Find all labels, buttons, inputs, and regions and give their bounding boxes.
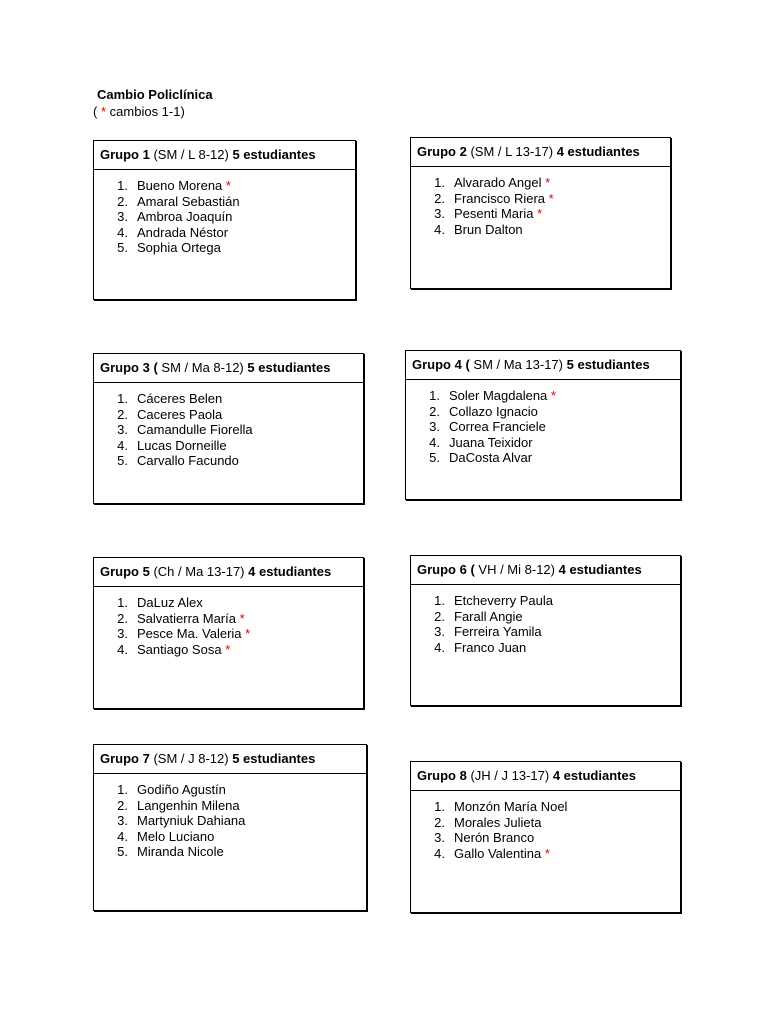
- list-number: 3.: [117, 813, 128, 828]
- student-name: Brun Dalton: [454, 221, 523, 237]
- list-number: 2.: [117, 193, 128, 209]
- student-list: [94, 170, 355, 256]
- list-item: [94, 611, 363, 627]
- list-item: [406, 388, 680, 404]
- list-number: 2.: [117, 406, 128, 422]
- list-item: [411, 815, 680, 831]
- student-name: Amaral Sebastián: [137, 193, 240, 209]
- student-list: [94, 383, 363, 469]
- student-list: [411, 585, 680, 655]
- student-name: Franco Juan: [454, 639, 527, 655]
- list-item: [94, 844, 366, 860]
- student-name: Nerón Branco: [454, 830, 535, 845]
- student-name: Etcheverry Paula: [454, 593, 553, 608]
- group-student-count: 5 estudiantes: [247, 360, 331, 375]
- group-header: [411, 762, 680, 791]
- group-box-8: [410, 761, 681, 913]
- list-number: 1.: [117, 782, 128, 797]
- group-student-count: 5 estudiantes: [232, 751, 316, 766]
- student-name: DaLuz Alex: [137, 595, 203, 610]
- student-name: Collazo Ignacio: [449, 403, 538, 419]
- student-name: Andrada Néstor: [137, 224, 229, 240]
- list-number: 1.: [429, 388, 440, 403]
- group-label: Grupo 2: [417, 144, 467, 159]
- list-item: [94, 422, 363, 438]
- group-header: [94, 558, 363, 587]
- list-item: [411, 830, 680, 846]
- list-number: 2.: [117, 610, 128, 626]
- change-marker: *: [545, 175, 551, 190]
- list-number: 1.: [434, 175, 445, 190]
- document-title: Cambio Policlínica: [97, 87, 213, 102]
- group-label: Grupo 6 (: [417, 562, 475, 577]
- group-student-count: 4 estudiantes: [552, 768, 636, 783]
- list-item: [94, 194, 355, 210]
- group-schedule: (SM / J 8-12): [153, 751, 229, 766]
- student-name: Monzón María Noel: [454, 799, 568, 814]
- group-student-count: 5 estudiantes: [566, 357, 650, 372]
- group-student-count: 4 estudiantes: [558, 562, 642, 577]
- group-schedule: (JH / J 13-17): [470, 768, 550, 783]
- list-item: [94, 798, 366, 814]
- list-item: [411, 609, 680, 625]
- list-number: 4.: [434, 845, 445, 861]
- list-item: [411, 175, 670, 191]
- group-header: [94, 141, 355, 170]
- list-item: [411, 640, 680, 656]
- group-schedule: SM / Ma 8-12): [161, 360, 244, 375]
- list-item: [94, 438, 363, 454]
- student-name: Martyniuk Dahiana: [137, 813, 246, 828]
- group-label: Grupo 4 (: [412, 357, 470, 372]
- change-marker: *: [544, 845, 550, 861]
- group-box-2: [410, 137, 671, 289]
- list-number: 4.: [117, 641, 128, 657]
- list-item: [94, 782, 366, 798]
- list-item: [94, 225, 355, 241]
- group-header: [94, 354, 363, 383]
- legend-text: cambios 1-1): [109, 104, 185, 119]
- list-number: 3.: [117, 209, 128, 224]
- list-item: [411, 593, 680, 609]
- list-number: 3.: [117, 422, 128, 437]
- list-item: [94, 178, 355, 194]
- list-number: 4.: [117, 224, 128, 240]
- list-number: 1.: [117, 595, 128, 610]
- student-name: Ferreira Yamila: [454, 624, 542, 639]
- list-number: 3.: [429, 419, 440, 434]
- legend-open-paren: (: [93, 104, 98, 119]
- list-item: [411, 206, 670, 222]
- group-label: Grupo 8: [417, 768, 467, 783]
- list-number: 4.: [429, 434, 440, 450]
- list-item: [94, 595, 363, 611]
- group-box-4: [405, 350, 681, 500]
- change-marker: *: [225, 178, 231, 193]
- list-item: [406, 404, 680, 420]
- group-label: Grupo 5: [100, 564, 150, 579]
- list-item: [411, 799, 680, 815]
- group-label: Grupo 7: [100, 751, 150, 766]
- change-marker: *: [225, 641, 231, 657]
- change-marker: *: [550, 388, 556, 403]
- student-name: Gallo Valentina: [454, 845, 542, 861]
- list-item: [94, 626, 363, 642]
- group-schedule: (Ch / Ma 13-17): [153, 564, 245, 579]
- group-box-7: [93, 744, 367, 911]
- group-schedule: VH / Mi 8-12): [478, 562, 555, 577]
- group-schedule: (SM / L 13-17): [470, 144, 554, 159]
- list-item: [94, 642, 363, 658]
- list-number: 2.: [434, 608, 445, 624]
- list-number: 2.: [117, 797, 128, 813]
- student-name: Francisco Riera: [454, 190, 546, 206]
- list-number: 1.: [434, 593, 445, 608]
- list-number: 4.: [117, 437, 128, 453]
- group-box-3: [93, 353, 364, 504]
- student-name: Alvarado Angel: [454, 175, 542, 190]
- list-number: 3.: [434, 206, 445, 221]
- student-list: [406, 380, 680, 466]
- list-item: [94, 209, 355, 225]
- student-name: Santiago Sosa: [137, 641, 222, 657]
- group-header: [411, 556, 680, 585]
- student-name: DaCosta Alvar: [449, 450, 533, 465]
- group-header: [406, 351, 680, 380]
- group-label: Grupo 3 (: [100, 360, 158, 375]
- group-student-count: 4 estudiantes: [556, 144, 640, 159]
- list-item: [94, 813, 366, 829]
- student-name: Godiño Agustín: [137, 782, 226, 797]
- student-name: Cáceres Belen: [137, 391, 223, 406]
- change-marker: *: [245, 626, 251, 641]
- list-number: 1.: [434, 799, 445, 814]
- student-name: Correa Franciele: [449, 419, 546, 434]
- student-name: Pesce Ma. Valeria: [137, 626, 242, 641]
- list-number: 4.: [434, 639, 445, 655]
- group-box-5: [93, 557, 364, 709]
- group-box-6: [410, 555, 681, 706]
- group-label: Grupo 1: [100, 147, 150, 162]
- list-number: 2.: [434, 190, 445, 206]
- group-header: [411, 138, 670, 167]
- student-name: Pesenti Maria: [454, 206, 534, 221]
- change-marker: *: [548, 190, 554, 206]
- student-list: [411, 167, 670, 237]
- student-name: Caceres Paola: [137, 406, 223, 422]
- student-name: Salvatierra María: [137, 610, 236, 626]
- student-name: Farall Angie: [454, 608, 523, 624]
- student-list: [411, 791, 680, 861]
- student-name: Camandulle Fiorella: [137, 422, 253, 437]
- list-number: 5.: [117, 453, 128, 468]
- list-item: [94, 829, 366, 845]
- group-schedule: (SM / L 8-12): [153, 147, 229, 162]
- list-item: [406, 450, 680, 466]
- list-number: 4.: [117, 828, 128, 844]
- list-number: 3.: [117, 626, 128, 641]
- student-list: [94, 587, 363, 657]
- group-header: [94, 745, 366, 774]
- list-number: 2.: [429, 403, 440, 419]
- list-number: 1.: [117, 391, 128, 406]
- list-number: 3.: [434, 830, 445, 845]
- list-number: 2.: [434, 814, 445, 830]
- change-marker: *: [537, 206, 543, 221]
- student-name: Miranda Nicole: [137, 844, 224, 859]
- legend-star: *: [100, 104, 107, 119]
- student-list: [94, 774, 366, 860]
- list-item: [94, 391, 363, 407]
- student-name: Bueno Morena: [137, 178, 223, 193]
- list-item: [406, 435, 680, 451]
- group-schedule: SM / Ma 13-17): [473, 357, 563, 372]
- list-item: [94, 453, 363, 469]
- student-name: Morales Julieta: [454, 814, 542, 830]
- list-item: [411, 191, 670, 207]
- list-number: 5.: [117, 844, 128, 859]
- group-student-count: 5 estudiantes: [232, 147, 316, 162]
- student-name: Ambroa Joaquín: [137, 209, 233, 224]
- list-item: [411, 222, 670, 238]
- change-marker: *: [239, 610, 245, 626]
- legend-note: [93, 104, 185, 119]
- student-name: Juana Teixidor: [449, 434, 533, 450]
- student-name: Langenhin Milena: [137, 797, 240, 813]
- student-name: Melo Luciano: [137, 828, 215, 844]
- list-item: [411, 624, 680, 640]
- list-number: 4.: [434, 221, 445, 237]
- list-number: 3.: [434, 624, 445, 639]
- list-number: 5.: [429, 450, 440, 465]
- list-number: 1.: [117, 178, 128, 193]
- list-item: [411, 846, 680, 862]
- list-item: [94, 407, 363, 423]
- student-name: Sophia Ortega: [137, 240, 221, 255]
- group-box-1: [93, 140, 356, 300]
- list-item: [406, 419, 680, 435]
- list-number: 5.: [117, 240, 128, 255]
- student-name: Soler Magdalena: [449, 388, 548, 403]
- student-name: Lucas Dorneille: [137, 437, 227, 453]
- list-item: [94, 240, 355, 256]
- student-name: Carvallo Facundo: [137, 453, 239, 468]
- group-student-count: 4 estudiantes: [248, 564, 332, 579]
